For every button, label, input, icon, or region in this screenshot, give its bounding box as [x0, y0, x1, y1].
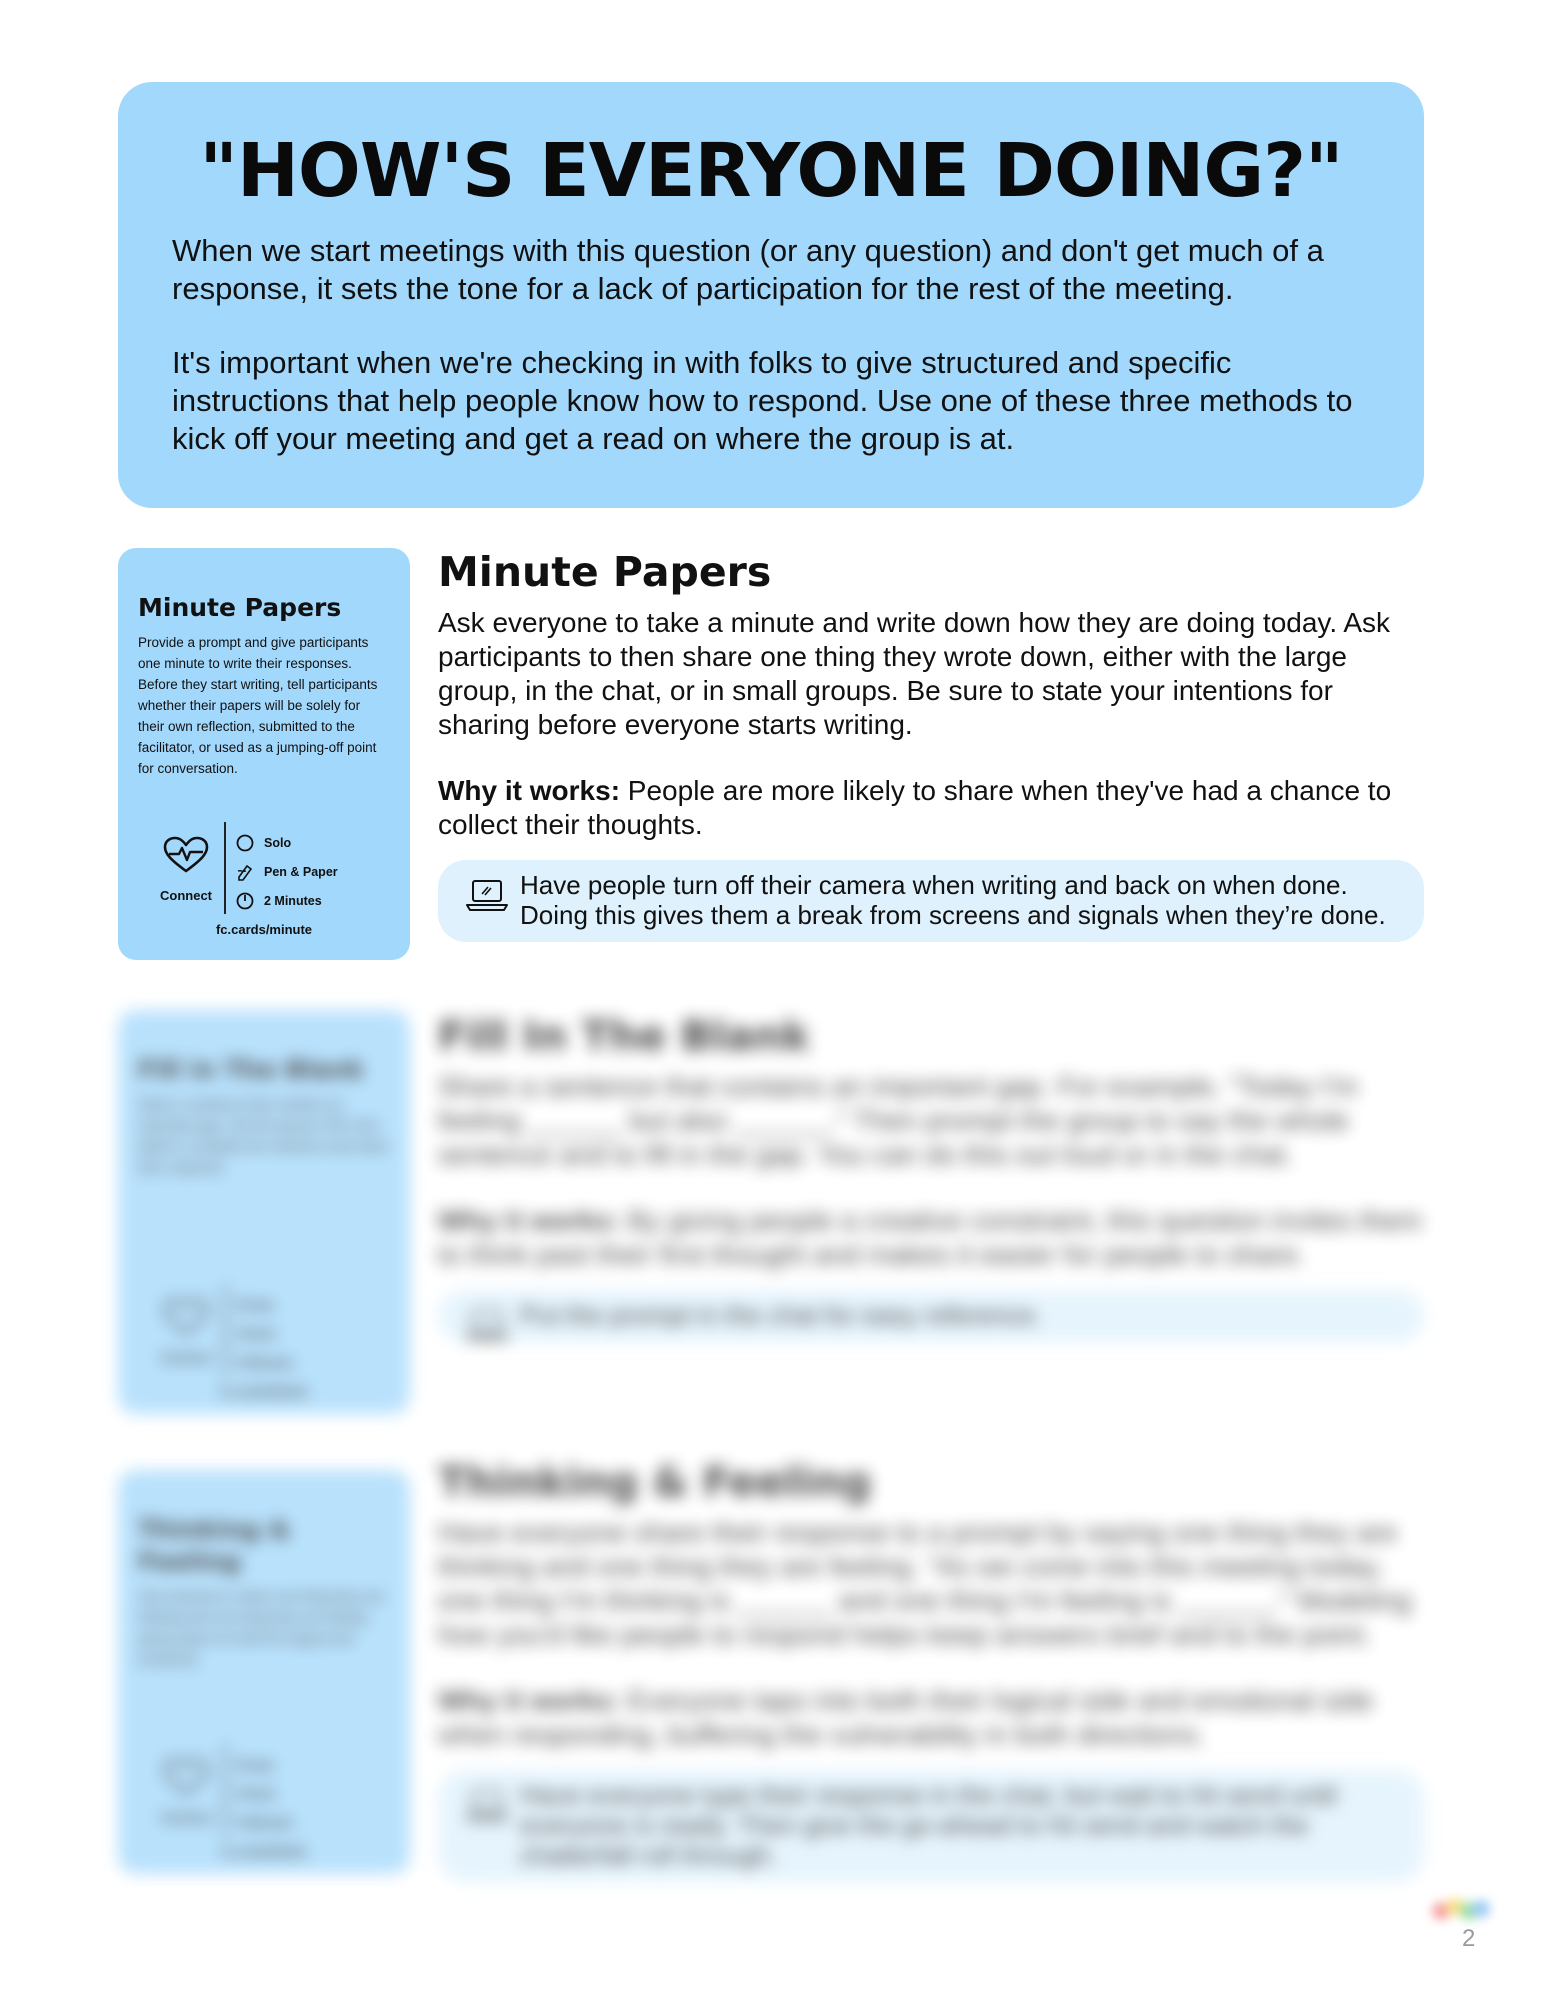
- method-card-thinking-feeling: [118, 1470, 410, 1874]
- method-card-minute-papers: [118, 548, 410, 960]
- meta-item: Virtual: [236, 1786, 275, 1801]
- meta-item: Group: [236, 1757, 274, 1772]
- heart-pulse-icon: [163, 836, 209, 874]
- page-title: "HOW'S EVERYONE DOING?": [199, 128, 1343, 214]
- card-meta: [138, 1284, 390, 1376]
- card-category: Connect: [138, 1744, 234, 1836]
- section-title: Fill In The Blank: [438, 1012, 810, 1060]
- divider: [224, 822, 226, 914]
- meta-item: Solo: [236, 828, 338, 857]
- timer-icon: [236, 892, 254, 910]
- tip-text: Put the prompt in the chat for easy reference.: [520, 1300, 1042, 1330]
- card-category: [138, 822, 234, 914]
- heart-pulse-icon: [163, 1298, 209, 1336]
- meta-item: Pen & Paper: [236, 857, 338, 886]
- card-title: Fill in The Blank: [138, 1055, 364, 1084]
- intro-paragraph-1: When we start meetings with this question (or any question) and don't get much of a response, it sets the tone for a lack of participation for the rest of the meeting.: [172, 233, 1324, 306]
- pen-paper-icon: [236, 863, 254, 881]
- page-number: 2: [1462, 1925, 1476, 1952]
- card-title: Thinking & Feeling: [138, 1515, 291, 1576]
- card-meta: [138, 1744, 390, 1836]
- why-it-works: Why it works: By giving people a creative constraint, this question invites them to think past their first thought and makes it easier for people to share.: [438, 1205, 1422, 1270]
- section-title: Minute Papers: [438, 548, 772, 596]
- section-body: Have everyone share their response to a prompt by saying one thing they are thinking and one thing they are feeling. "As we come into this meeting today, one thing I'm thinking is ______ and one thing I'm feeling is ______." Modeling how you'd like people to respond helps keep answers brief and to the point.: [438, 1517, 1412, 1650]
- laptop-icon: [466, 1308, 508, 1342]
- meta-item: 5 Minutes: [236, 1815, 294, 1830]
- tip-text: Have everyone type their response in the chat, but wait to hit send until everyone is ready. Then give the go-ahead to hit send and watch the chatterfall roll through.: [520, 1780, 1337, 1870]
- method-card-fill-in-the-blank: [118, 1010, 410, 1414]
- card-link[interactable]: fc.cards/minute: [215, 922, 313, 937]
- section-body: Share a sentence that contains an important gap. For example, "Today I'm feeling ______ but also ______." Then prompt the group to say the whole sentence and to fill in the gap. You can do this out loud or in the chat.: [438, 1071, 1358, 1170]
- card-title: Minute Papers: [138, 593, 342, 622]
- method-section-minute-papers: [438, 546, 1428, 942]
- heart-pulse-icon: [163, 1758, 209, 1796]
- meta-item: 5 Minutes: [236, 1355, 294, 1370]
- meta-item: Group: [236, 1297, 274, 1312]
- circle-icon: [236, 834, 254, 852]
- card-description: Ask everyone to share one thing they are thinking and one thing they are feeling, giving space for both the logical and emotional.: [138, 1589, 385, 1667]
- card-description: Share a sentence that contains an important gap. Ask the group to fill in the blank to complete the sentence and share their response.: [138, 1097, 389, 1175]
- why-it-works: Why it works: Everyone taps into both their logical side and emotional side when responding, buffering the vulnerability in both directions.: [438, 1685, 1374, 1750]
- card-link[interactable]: fc.cards/blank: [220, 1384, 308, 1399]
- tip-box: [438, 860, 1424, 942]
- card-category: Connect: [138, 1284, 234, 1376]
- method-section-fill-in-the-blank: [438, 1010, 1428, 1342]
- intro-panel: [118, 82, 1424, 508]
- divider: [224, 1284, 226, 1376]
- tip-box: [438, 1290, 1424, 1342]
- brand-logo: [1432, 1898, 1492, 1922]
- meta-item: 2 Minutes: [236, 886, 338, 915]
- tip-box: [438, 1770, 1424, 1882]
- laptop-icon: [466, 878, 508, 912]
- card-meta: [138, 822, 390, 914]
- card-description: Provide a prompt and give participants one minute to write their responses. Before they start writing, tell participants whether their papers will be solely for their own reflection, submitted to the facilitator, or used as a jumping-off point for conversation.: [138, 635, 378, 776]
- section-body: Ask everyone to take a minute and write down how they are doing today. Ask participants to then share one thing they wrote down, either with the large group, in the chat, or in small groups. Be sure to state your intentions for sharing before everyone starts writing.: [438, 607, 1391, 740]
- laptop-icon: [466, 1788, 508, 1822]
- intro-paragraph-2: It's important when we're checking in with folks to give structured and specific instructions that help people know how to respond. Use one of these three methods to kick off your meeting and get a read on where the group is at.: [172, 345, 1353, 456]
- divider: [224, 1744, 226, 1836]
- card-link[interactable]: fc.cards/think: [221, 1844, 307, 1859]
- method-section-thinking-feeling: [438, 1456, 1428, 1882]
- card-category-label: Connect: [160, 888, 212, 903]
- section-title: Thinking & Feeling: [438, 1458, 872, 1506]
- meta-item: Virtual: [236, 1326, 275, 1341]
- why-it-works: Why it works: People are more likely to share when they've had a chance to collect their thoughts.: [438, 775, 1392, 840]
- tip-text: Have people turn off their camera when writing and back on when done. Doing this gives them a break from screens and signals when they’re done.: [520, 870, 1386, 930]
